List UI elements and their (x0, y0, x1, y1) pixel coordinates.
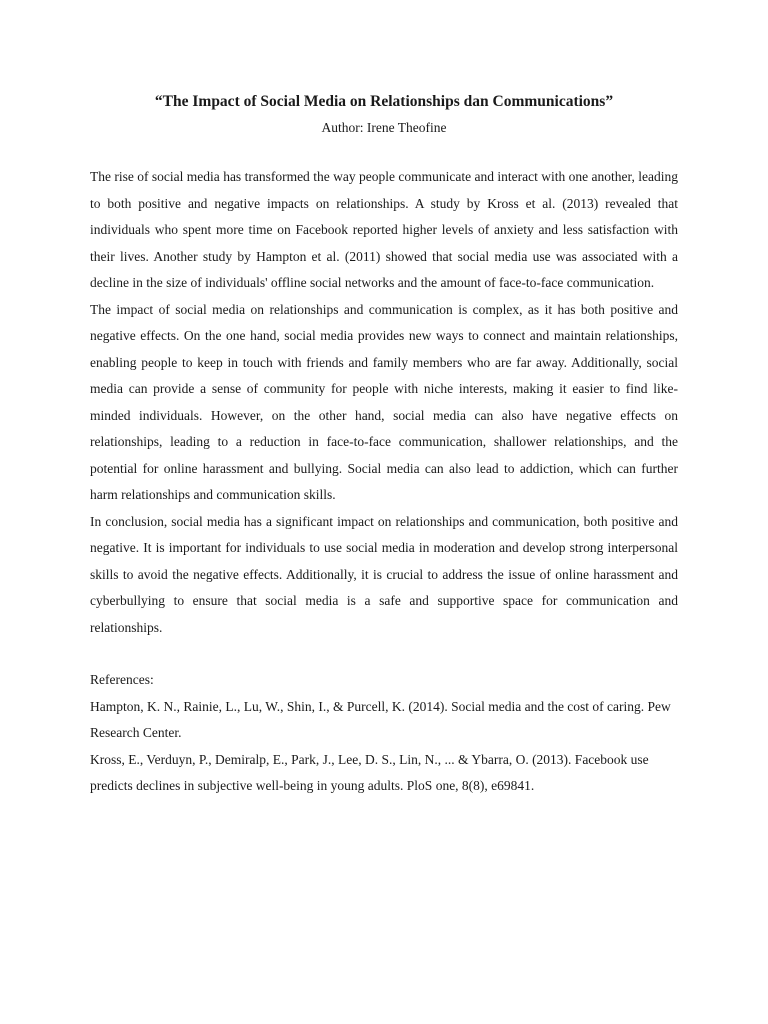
document-title: “The Impact of Social Media on Relationships dan Communications” (154, 93, 614, 110)
reference-item-1: Hampton, K. N., Rainie, L., Lu, W., Shin, I., & Purcell, K. (2014). Social media and the cost of caring. Pew Research Center. (90, 698, 671, 740)
body-paragraph-3: In conclusion, social media has a significant impact on relationships and communication, both positive and negative. It is important for individuals to use social media in moderation and develop strong interpersonal skills to avoid the negative effects. Additionally, it is crucial to address the issue of online harassment and cyberbullying to ensure that social media is a safe and supportive space for communication and relationships. (90, 513, 678, 635)
references-heading: References: (90, 672, 154, 687)
reference-item-2: Kross, E., Verduyn, P., Demiralp, E., Park, J., Lee, D. S., Lin, N., ... & Ybarra, O. (2013). Facebook use predicts declines in subjective well-being in young adults. PloS one, 8(8), e69841. (90, 751, 649, 793)
references-section (90, 667, 678, 800)
document-body (90, 164, 678, 641)
document-author: Author: Irene Theofine (321, 120, 447, 135)
body-paragraph-1: The rise of social media has transformed the way people communicate and interact with one another, leading to both positive and negative impacts on relationships. A study by Kross et al. (2013) revealed that individuals who spent more time on Facebook reported higher levels of anxiety and less satisfaction with their lives. Another study by Hampton et al. (2011) showed that social media use was associated with a decline in the size of individuals' offline social networks and the amount of face-to-face communication. (90, 169, 678, 290)
body-paragraph-2: The impact of social media on relationships and communication is complex, as it has both positive and negative effects. On the one hand, social media provides new ways to connect and maintain relationships, enabling people to keep in touch with friends and family members who are far away. Additionally, social media can provide a sense of community for people with niche interests, making it easier to find like-minded individuals. However, on the other hand, social media can also have negative effects on relationships, leading to a reduction in face-to-face communication, shallower relationships, and the potential for online harassment and bullying. Social media can also lead to addiction, which can further harm relationships and communication skills. (90, 301, 678, 502)
